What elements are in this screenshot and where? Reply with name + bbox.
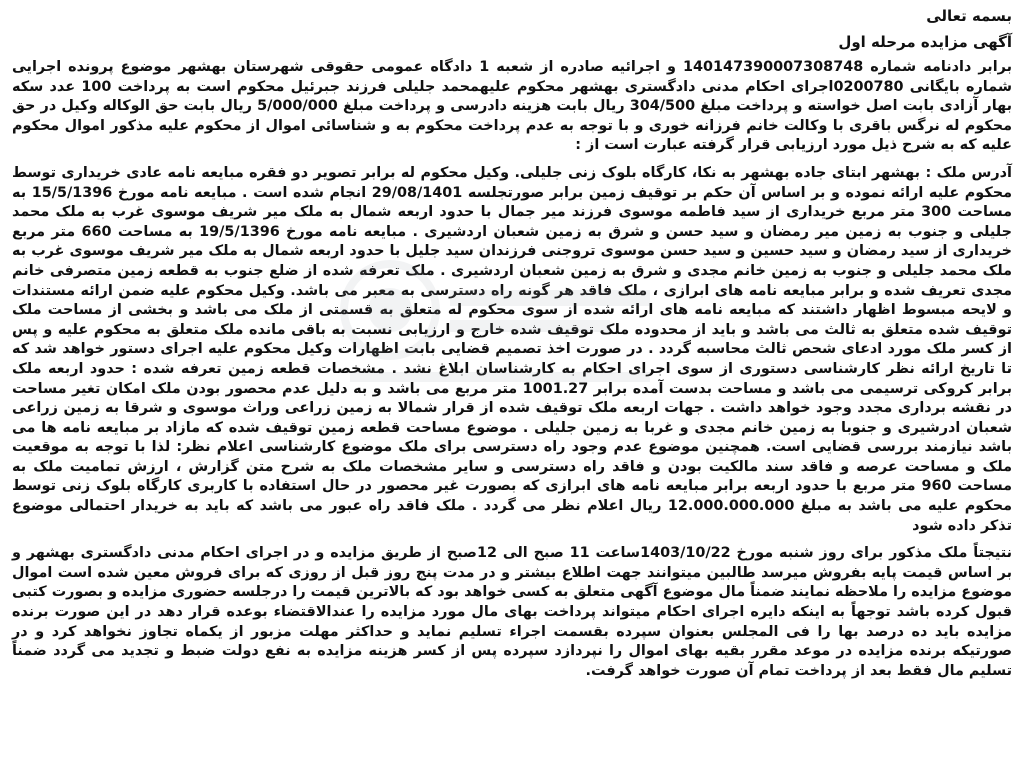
auction-paragraph: نتیجتاً ملک مذکور برای روز شنبه مورخ 1403/10/22ساعت 11 صبح الی 12صبح از طریق مزایده و در اجرای احکام مدنی دادگستری بهشهر و بر اساس قیمت پایه بفروش میرسد طالبین میتوانند جهت اطلاع بیشتر و در مدت پنج روز قبل از روزی که برای فروش معین شده است اموال موضوع مزایده را ملاحظه نمایند ضمناً مال موضوع آگهی متعلق به کسی خواهد بود که بالاترین قیمت را درجلسه حضوری مزایده و بصورت کتبی قبول کرده باشد توجهاً به اینکه دایره اجرای احکام میتواند پرداخت بهای مال مورد مزایده را عندالاقتضاء بوعده قرار دهد در این صورت برنده مزایده باید ده درصد بها را فی المجلس بعنوان سپرده بقسمت اجراء تسلیم نماید و حداکثر مهلت مزبور از یکماه تجاوز نخواهد کرد و در صورتیکه برنده مزایده در موعد مقرر بقیه بهای اموال را نپردازد سپرده پس از کسر هزینه مزایده به نفع دولت ضبط و تجدید می گردد ضمناً تسلیم مال فقط بعد از پرداخت تمام آن صورت خواهد گرفت. bbox=[12, 545, 1013, 679]
notice-title: آگهی مزایده مرحله اول bbox=[838, 33, 1012, 51]
basmala-heading: بسمه تعالی bbox=[926, 7, 1012, 25]
property-paragraph: آدرس ملک : بهشهر ابتای جاده بهشهر به نکا، کارگاه بلوک زنی جلیلی. وکیل محکوم له برابر تصویر دو فقره مبایعه نامه عادی خریداری توسط محکوم علیه ارائه نموده و بر اساس آن حکم بر توقیف زمین برابر صورتجلسه 29/08/1401 انجام شده است . مبایعه نامه مورخ 15/5/1396 به مساحت 300 متر مربع خریداری از سید فاطمه موسوی فرزند میر جمال با حدود اربعه شمال به ملک میر شریف موسوی غرب به ملک محمد جلیلی و جنوب به زمین میر رمضان و سید حسن و شرق به زمین شعبان اردشیری . مبایعه نامه مورخ 19/5/1396 به مساحت 660 متر مربع خریداری از سید رمضان و سید حسین و سید حسن موسوی تروجنی فرزندان سید جلیل با حدود اربعه شمال به ملک میر شریف موسوی غرب به ملک محمد جلیلی و جنوب به زمین خانم مجدی و شرق به زمین شعبان اردشیری . ملک تعرفه شده از ضلع جنوب به قطعه زمین متصرفی خانم مجدی تعریف شده و برابر مبایعه نامه های ابرازی ، ملک فاقد هر گونه راه دسترسی به معبر می باشد. وکیل محکوم علیه ضمن ارائه مستندات و لایحه مبسوط اظهار داشتند که مبایعه نامه های ارائه شده از سوی محکوم له متعلق به قسمتی از ملک می باشد و بخشی از مساحت ملک توقیف شده متعلق به ثالث می باشد و باید از محدوده ملک توقیف شده خارج و ارزیابی نسبت به باقی مانده ملک متعلق به محکوم علیه و پس از کسر ملک مورد ادعای شحص ثالث محاسبه گردد . در صورت اخذ تصمیم قضایی بابت اظهارات وکیل محکوم علیه اجرای دستور خواهد شد که تا تاریخ ارائه نظر کارشناسی دستوری از سوی اجرای احکام به کارشناسان ابلاغ نشد . مشخصات قطعه زمین تعرفه شده : حدود اربعه ملک برابر کروکی ترسیمی می باشد و مساحت بدست آمده برابر 1001.27 متر مربع می باشد و به دلیل عدم محصور بودن ملک امکان تغیر مساحت در نقشه برداری مجدد وجود خواهد داشت . جهات اربعه ملک توقیف شده از قرار شمالا به زمین زراعی وراث موسوی و شرقا به زمین زراعی شعبان ادرشیری و جنوبا به زمین خانم مجدی و غربا به زمین جلیلی . موضوع مساحت قطعه زمین توقیف شده که مازاد بر مبایعه نامه ها می باشد نیازمند بررسی قضایی است. همچنین موضوع عدم وجود راه دسترسی برای ملک موضوع کارشناسی اعلام نظر: لذا با توجه به موقعیت ملک و مساحت عرصه و فاقد سند مالکیت بودن و فاقد راه دسترسی و سایر مشخصات ملک به شرح متن گزارش ، ارزش تمامیت ملک به مساحت 960 متر مربع با حدود اربعه برابر مبایعه نامه های ابرازی که بصورت غیر محصور در حال استفاده با کاربری کارگاه بلوک زنی توسط محکوم علیه می باشد به مبلغ 12.000.000.000 ریال اعلام نظر می گردد . ملک فاقد راه عبور می باشد که باید به خریدار احتمالی موضوع تذکر داده شود bbox=[12, 164, 1013, 534]
intro-paragraph: برابر دادنامه شماره 140147390007308748 و اجرائیه صادره از شعبه 1 دادگاه عمومی حقوقی شهرستان بهشهر موضوع پرونده اجرایی شماره بایگانی 0200780اجرای احکام مدنی دادگستری بهشهر محکوم علیهمحمد جلیلی فرزند جبرئیل محکوم است به پرداخت 100 عدد سکه بهار آزادی بابت اصل خواسته و پرداخت مبلغ 304/500 ریال بابت هزینه دادرسی و پرداخت مبلغ 5/000/000 ریال بابت حق الوکاله وکیل در حق محکوم له نرگس باقری با وکالت خانم فرزانه خوری و با توجه به عدم پرداخت محکوم به و شناسائی اموال از محکوم علیه مذکور اموال محکوم علیه که به شرح ذیل مورد ارزیابی قرار گرفته عبارت است از : bbox=[12, 59, 1013, 154]
